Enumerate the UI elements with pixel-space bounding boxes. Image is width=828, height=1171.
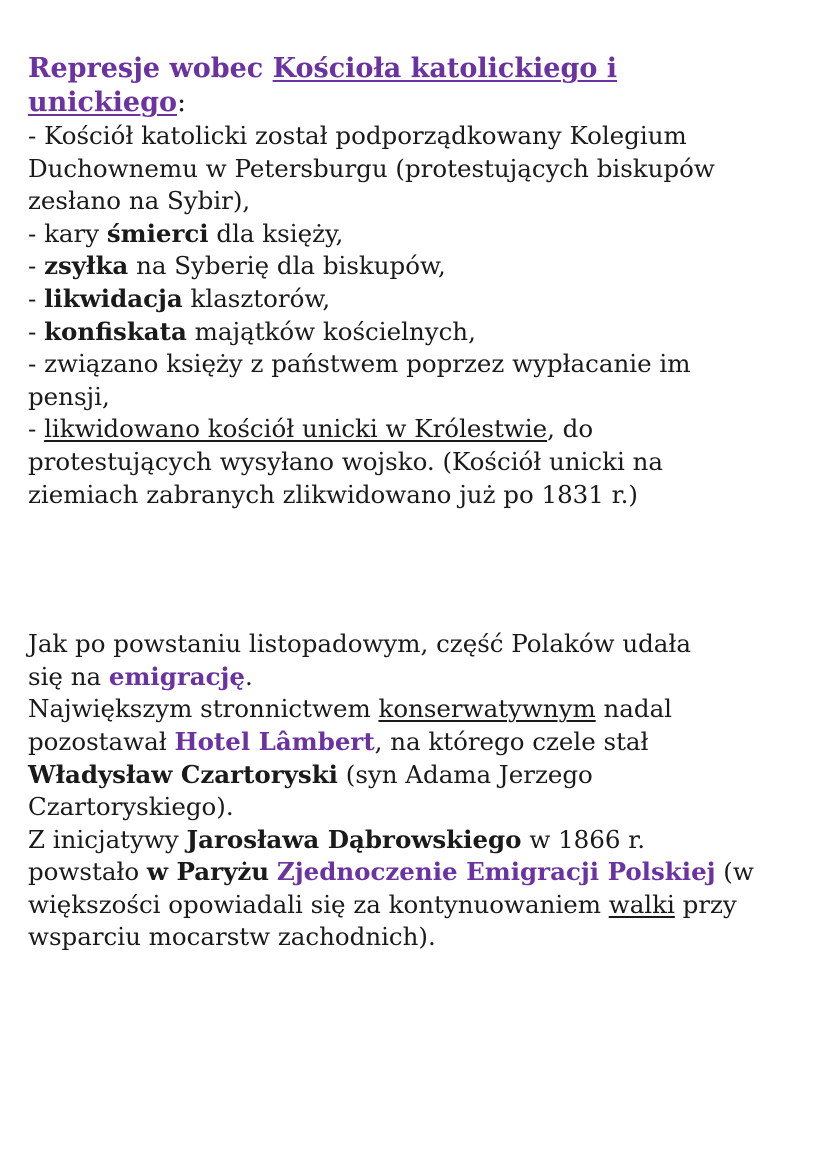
text-line — [28, 889, 813, 922]
text-fragment: - — [28, 414, 45, 444]
text-fragment: (w — [715, 857, 754, 887]
underlined-term: walki — [608, 889, 675, 919]
bold-term: Władysław Czartoryski — [28, 759, 338, 789]
text-fragment: dla księży, — [208, 218, 344, 248]
text-fragment — [269, 857, 277, 886]
text-line — [28, 726, 813, 759]
text-fragment: Z inicjatywy — [28, 824, 187, 854]
heading-part3: unickiego — [28, 87, 177, 118]
list-item-unicki — [28, 413, 813, 446]
text-fragment: Największym stronnictwem — [28, 694, 379, 724]
heading-colon: : — [177, 87, 187, 118]
text-line — [28, 856, 813, 889]
text-fragment: , do — [547, 414, 594, 444]
text-line — [28, 661, 813, 694]
text-line: Jak po powstaniu listopadowym, część Polaków udała — [28, 629, 691, 659]
section-emigration — [28, 628, 813, 954]
section-heading — [28, 52, 813, 120]
text-fragment: - — [28, 316, 45, 346]
highlight-term: Hotel Lâmbert — [174, 726, 375, 756]
text-line — [28, 759, 813, 792]
text-fragment: - kary — [28, 218, 107, 248]
text-fragment: nadal — [595, 694, 673, 724]
section-repressions — [28, 52, 813, 511]
text-line: zesłano na Sybir), — [28, 186, 251, 216]
list-item-konfiskata — [28, 316, 813, 349]
text-fragment: pozostawał — [28, 726, 175, 756]
text-fragment: przy — [674, 889, 737, 919]
text-line: wsparciu mocarstw zachodnich). — [28, 922, 436, 952]
text-fragment: , na którego czele stał — [374, 726, 649, 756]
document-page — [28, 52, 813, 954]
text-fragment: się na — [28, 661, 109, 691]
heading-part1: Represje wobec — [28, 53, 273, 84]
text-fragment: - — [28, 251, 45, 281]
underlined-term: likwidowano kościół unicki w Królestwie — [44, 414, 548, 444]
bold-term: w Paryżu — [146, 857, 270, 887]
text-line: - związano księży z państwem poprzez wypłacanie im — [28, 349, 691, 379]
bold-term: zsyłka — [44, 251, 129, 281]
text-line: Duchownemu w Petersburgu (protestujących biskupów — [28, 153, 715, 183]
text-line: pensji, — [28, 381, 110, 411]
list-item-likwidacja — [28, 283, 813, 316]
list-item-zsylka — [28, 250, 813, 283]
text-line: Czartoryskiego). — [28, 792, 234, 822]
bold-term: likwidacja — [44, 283, 183, 313]
text-fragment: . — [244, 661, 253, 691]
text-fragment: (syn Adama Jerzego — [337, 759, 593, 789]
bold-term: Jarosława Dąbrowskiego — [186, 824, 522, 854]
text-fragment: - — [28, 283, 45, 313]
text-fragment: majątków kościelnych, — [186, 316, 476, 346]
text-fragment: powstało — [28, 857, 147, 887]
text-fragment: klasztorów, — [182, 283, 331, 313]
text-line: protestujących wysyłano wojsko. (Kościół unicki na — [28, 446, 664, 476]
text-line — [28, 693, 813, 726]
underlined-term: konserwatywnym — [378, 694, 596, 724]
heading-part2: Kościoła katolickiego i — [272, 53, 618, 84]
bold-term: śmierci — [106, 218, 209, 248]
bold-term: konfiskata — [44, 316, 187, 346]
text-fragment: większości opowiadali się za kontynuowaniem — [28, 889, 609, 919]
text-line — [28, 824, 813, 857]
list-item-kary — [28, 218, 813, 251]
highlight-term: emigrację — [108, 661, 245, 691]
text-line: - Kościół katolicki został podporządkowany Kolegium — [28, 121, 687, 150]
text-fragment: na Syberię dla biskupów, — [128, 251, 446, 281]
text-fragment: w 1866 r. — [521, 824, 646, 854]
text-line: ziemiach zabranych zlikwidowano już po 1831 r.) — [28, 479, 638, 509]
highlight-term: Zjednoczenie Emigracji Polskiej — [276, 857, 716, 887]
